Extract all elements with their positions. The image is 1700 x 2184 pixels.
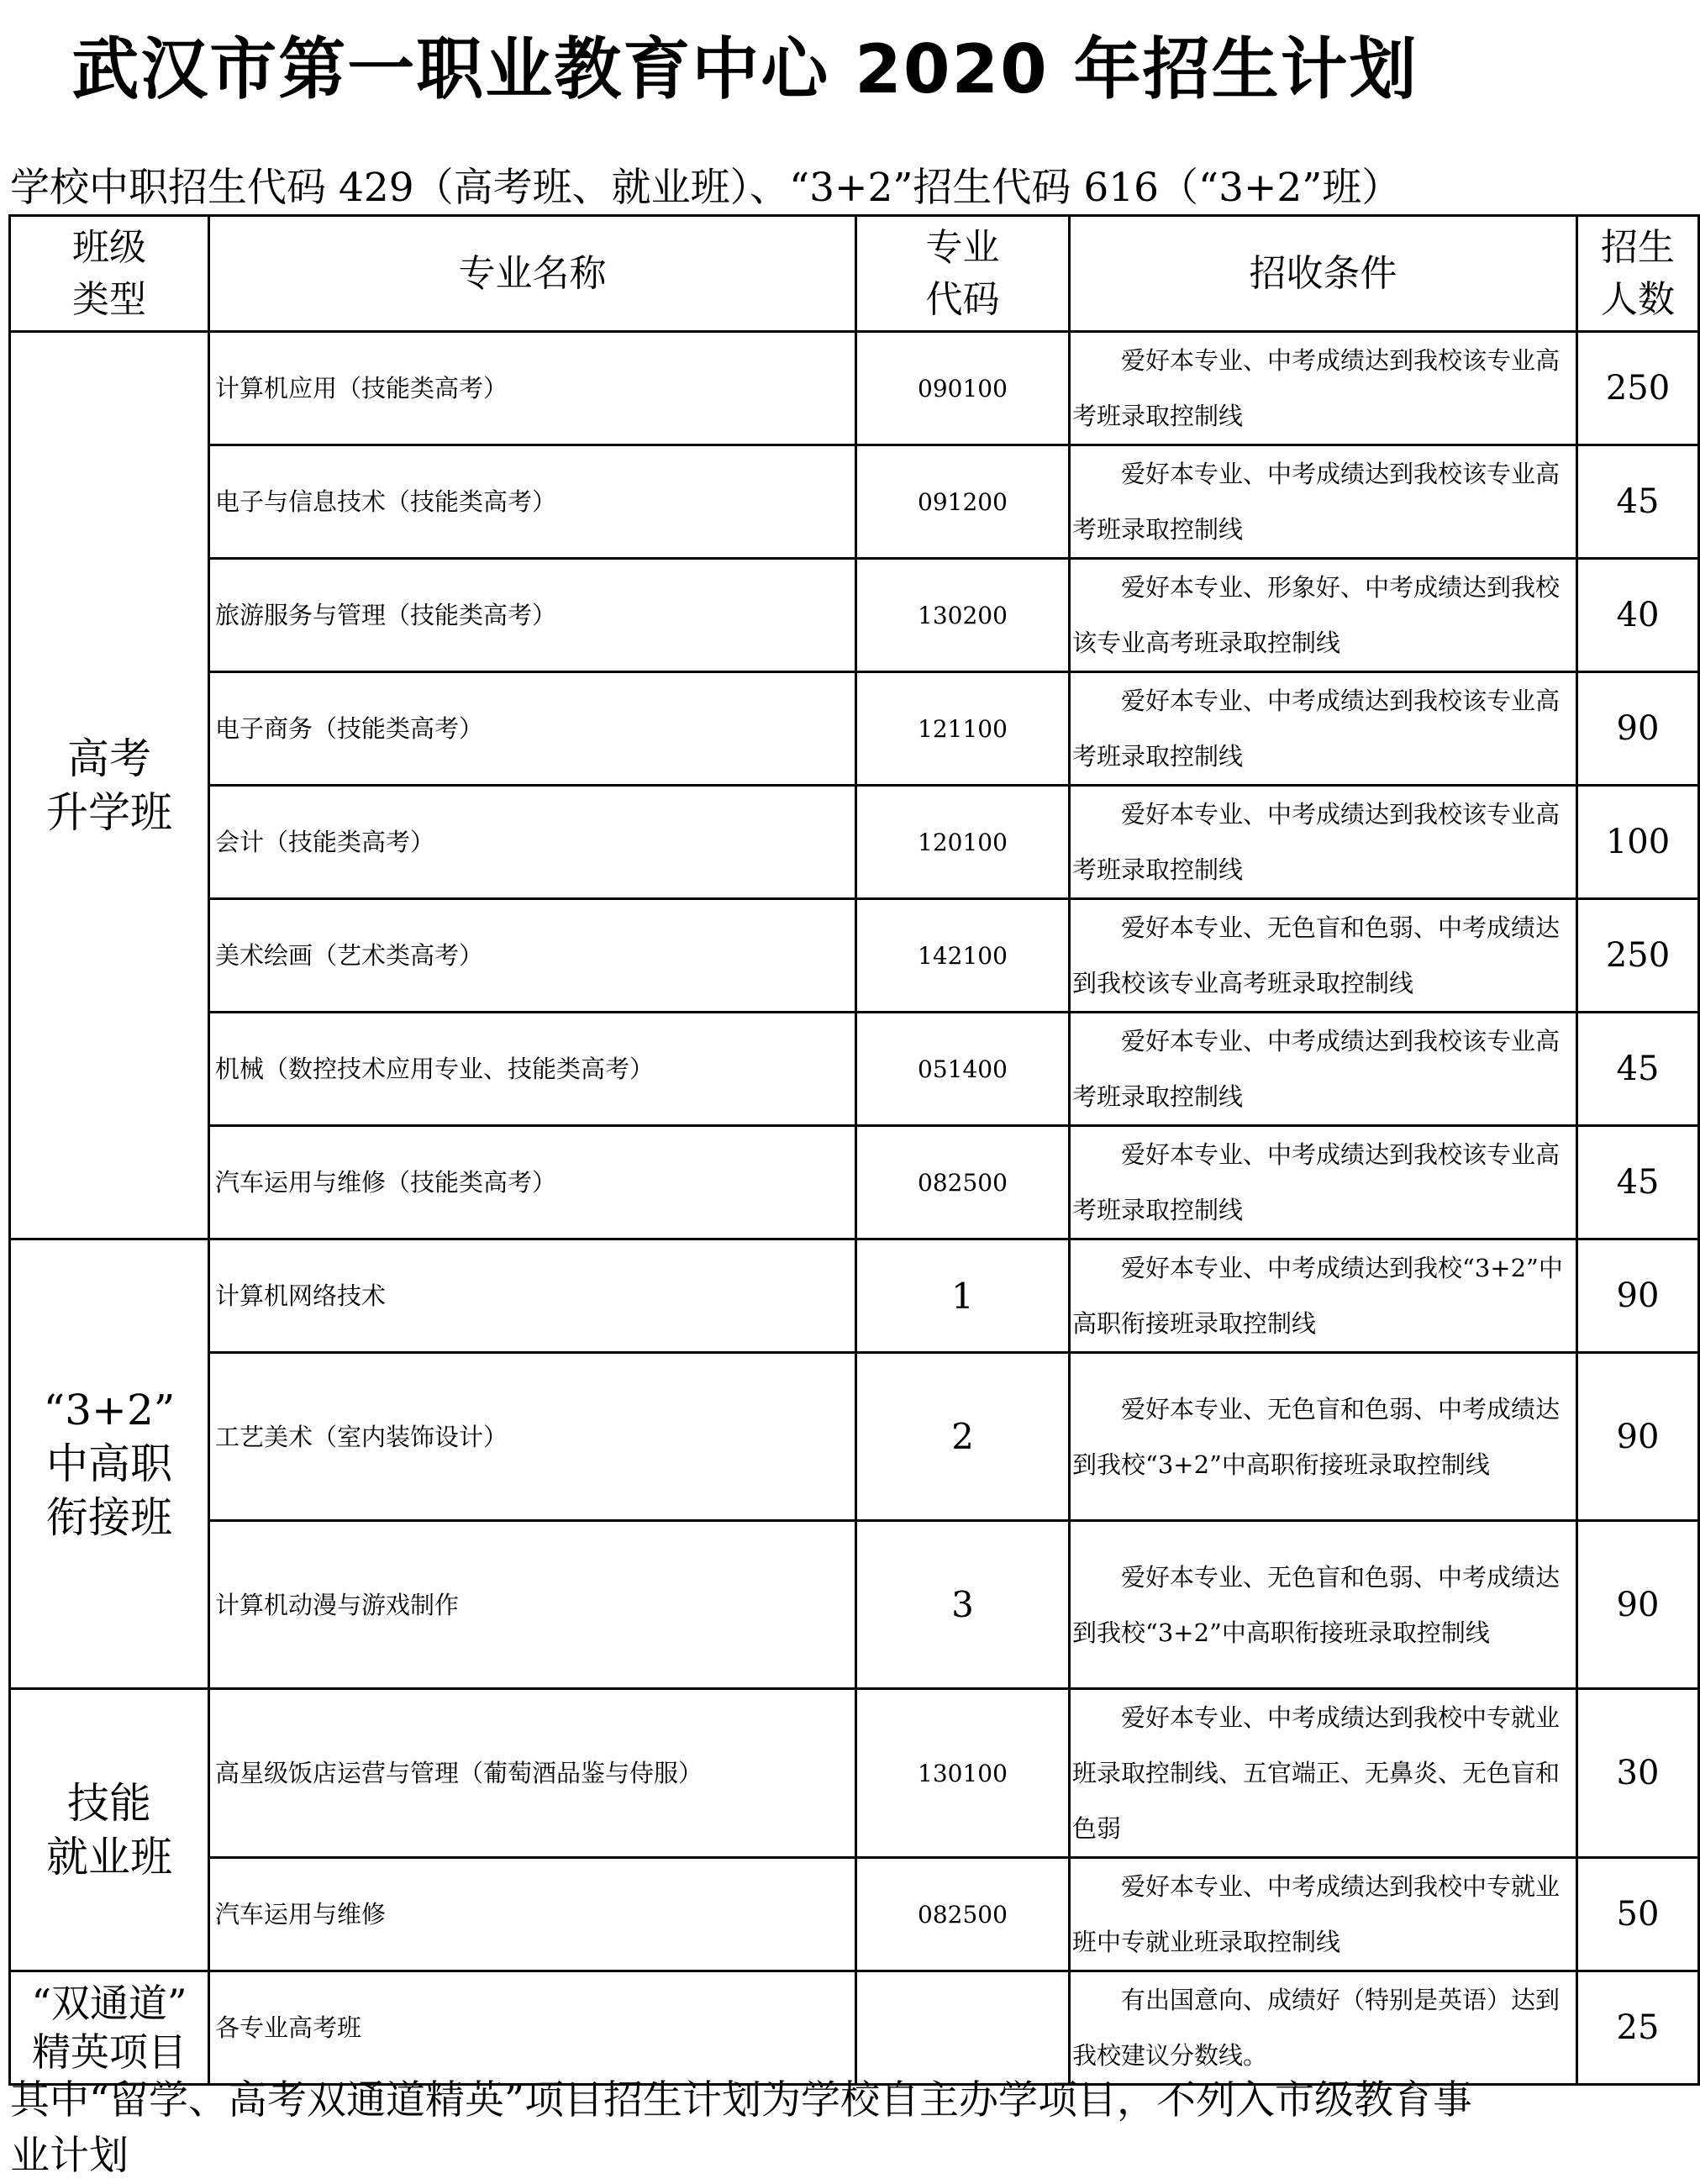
major-name-cell: 计算机动漫与游戏制作 bbox=[209, 1521, 856, 1689]
table-row bbox=[10, 899, 1699, 1013]
admission-conditions-cell bbox=[1070, 559, 1577, 672]
header-line: 招生 bbox=[1601, 225, 1675, 269]
admission-conditions-cell bbox=[1070, 1013, 1577, 1126]
admission-conditions-text: 爱好本专业、中考成绩达到我校该专业高考班录取控制线 bbox=[1072, 1027, 1561, 1111]
page-title: 武汉市第一职业教育中心 2020 年招生计划 bbox=[71, 29, 1418, 108]
admission-conditions-cell bbox=[1070, 1353, 1577, 1521]
enrollment-plan-table bbox=[8, 214, 1700, 2086]
table-row bbox=[10, 559, 1699, 672]
enrollment-count-cell: 30 bbox=[1577, 1689, 1699, 1858]
table-row bbox=[10, 1858, 1699, 1971]
admission-conditions-cell bbox=[1070, 445, 1577, 559]
header-major-code bbox=[856, 216, 1070, 332]
class-type-line: 技能 bbox=[67, 1778, 151, 1828]
admission-conditions-cell bbox=[1070, 1239, 1577, 1353]
enrollment-count-cell: 90 bbox=[1577, 1239, 1699, 1353]
major-name-cell: 计算机应用（技能类高考） bbox=[209, 332, 856, 445]
major-name-cell: 会计（技能类高考） bbox=[209, 786, 856, 899]
table-row bbox=[10, 1353, 1699, 1521]
table-row bbox=[10, 1239, 1699, 1353]
major-code-cell: 121100 bbox=[856, 672, 1070, 786]
table-row bbox=[10, 1521, 1699, 1689]
class-type-line: 衔接班 bbox=[46, 1493, 172, 1542]
footnote: 其中“留学、高考双通道精英”项目招生计划为学校自主办学项目，不列入市级教育事业计划 bbox=[10, 2077, 1473, 2179]
class-type-line: 就业班 bbox=[46, 1832, 172, 1881]
admission-conditions-cell bbox=[1070, 899, 1577, 1013]
major-code-cell: 1 bbox=[856, 1239, 1070, 1353]
class-type-employment bbox=[10, 1689, 209, 1971]
admission-conditions-text: 爱好本专业、中考成绩达到我校该专业高考班录取控制线 bbox=[1072, 800, 1561, 884]
header-line: 专业 bbox=[925, 225, 1000, 269]
enrollment-count-cell: 25 bbox=[1577, 1971, 1699, 2085]
major-code-cell: 082500 bbox=[856, 1126, 1070, 1239]
class-type-line: 精英项目 bbox=[32, 2029, 187, 2075]
admission-conditions-text: 爱好本专业、中考成绩达到我校“3+2”中高职衔接班录取控制线 bbox=[1072, 1254, 1563, 1338]
admission-conditions-cell bbox=[1070, 332, 1577, 445]
enrollment-codes-note: 学校中职招生代码 429（高考班、就业班）、“3+2”招生代码 616（“3+2”班） bbox=[10, 164, 1402, 211]
admission-conditions-cell bbox=[1070, 1858, 1577, 1971]
enrollment-count-cell: 250 bbox=[1577, 899, 1699, 1013]
class-type-line: 高考 bbox=[67, 734, 151, 783]
table-row bbox=[10, 332, 1699, 445]
admission-conditions-text: 爱好本专业、中考成绩达到我校该专业高考班录取控制线 bbox=[1072, 460, 1561, 544]
header-enrollment-count bbox=[1577, 216, 1699, 332]
header-line: 人数 bbox=[1601, 277, 1675, 321]
table-row bbox=[10, 1013, 1699, 1126]
class-type-gaokao bbox=[10, 332, 209, 1239]
admission-conditions-text: 爱好本专业、形象好、中考成绩达到我校该专业高考班录取控制线 bbox=[1072, 573, 1561, 657]
admission-conditions-cell bbox=[1070, 672, 1577, 786]
major-code-cell: 090100 bbox=[856, 332, 1070, 445]
class-type-dual-channel bbox=[10, 1971, 209, 2085]
table-row bbox=[10, 1126, 1699, 1239]
major-name-cell: 电子商务（技能类高考） bbox=[209, 672, 856, 786]
major-name-cell: 汽车运用与维修 bbox=[209, 1858, 856, 1971]
header-line: 班级 bbox=[72, 225, 146, 269]
table-row bbox=[10, 445, 1699, 559]
class-type-line: 中高职 bbox=[46, 1439, 172, 1488]
admission-conditions-text: 爱好本专业、中考成绩达到我校该专业高考班录取控制线 bbox=[1072, 1140, 1561, 1224]
header-line: 类型 bbox=[72, 277, 146, 321]
major-code-cell: 091200 bbox=[856, 445, 1070, 559]
admission-conditions-cell bbox=[1070, 1521, 1577, 1689]
admission-conditions-text: 爱好本专业、无色盲和色弱、中考成绩达到我校该专业高考班录取控制线 bbox=[1072, 913, 1561, 997]
major-code-cell: 130200 bbox=[856, 559, 1070, 672]
enrollment-count-cell: 90 bbox=[1577, 672, 1699, 786]
table-row bbox=[10, 1689, 1699, 1858]
header-major-name: 专业名称 bbox=[209, 216, 856, 332]
header-class-type bbox=[10, 216, 209, 332]
enrollment-count-cell: 90 bbox=[1577, 1521, 1699, 1689]
major-name-cell: 旅游服务与管理（技能类高考） bbox=[209, 559, 856, 672]
admission-conditions-text: 爱好本专业、中考成绩达到我校中专就业班中专就业班录取控制线 bbox=[1072, 1872, 1561, 1956]
admission-conditions-text: 爱好本专业、无色盲和色弱、中考成绩达到我校“3+2”中高职衔接班录取控制线 bbox=[1072, 1562, 1561, 1647]
class-type-3plus2 bbox=[10, 1239, 209, 1689]
enrollment-count-cell: 250 bbox=[1577, 332, 1699, 445]
admission-conditions-text: 爱好本专业、中考成绩达到我校中专就业班录取控制线、五官端正、无鼻炎、无色盲和色弱 bbox=[1072, 1703, 1561, 1843]
major-name-cell: 美术绘画（艺术类高考） bbox=[209, 899, 856, 1013]
class-type-line: “3+2” bbox=[43, 1386, 176, 1434]
major-name-cell: 电子与信息技术（技能类高考） bbox=[209, 445, 856, 559]
enrollment-count-cell: 45 bbox=[1577, 1013, 1699, 1126]
header-line: 代码 bbox=[925, 277, 1000, 321]
major-name-cell: 计算机网络技术 bbox=[209, 1239, 856, 1353]
table-row bbox=[10, 1971, 1699, 2085]
table-header-row bbox=[10, 216, 1699, 332]
enrollment-count-cell: 45 bbox=[1577, 1126, 1699, 1239]
enrollment-count-cell: 100 bbox=[1577, 786, 1699, 899]
major-name-cell: 汽车运用与维修（技能类高考） bbox=[209, 1126, 856, 1239]
admission-conditions-cell bbox=[1070, 1689, 1577, 1858]
header-admission-conditions: 招收条件 bbox=[1070, 216, 1577, 332]
major-code-cell bbox=[856, 1971, 1070, 2085]
major-code-cell: 2 bbox=[856, 1353, 1070, 1521]
major-code-cell: 3 bbox=[856, 1521, 1070, 1689]
major-name-cell: 各专业高考班 bbox=[209, 1971, 856, 2085]
admission-conditions-text: 有出国意向、成绩好（特别是英语）达到我校建议分数线。 bbox=[1072, 1986, 1561, 2070]
major-name-cell: 高星级饭店运营与管理（葡萄酒品鉴与侍服） bbox=[209, 1689, 856, 1858]
major-code-cell: 142100 bbox=[856, 899, 1070, 1013]
admission-conditions-cell bbox=[1070, 1126, 1577, 1239]
class-type-line: 升学班 bbox=[46, 787, 172, 837]
enrollment-count-cell: 50 bbox=[1577, 1858, 1699, 1971]
major-name-cell: 机械（数控技术应用专业、技能类高考） bbox=[209, 1013, 856, 1126]
admission-conditions-cell bbox=[1070, 786, 1577, 899]
major-code-cell: 130100 bbox=[856, 1689, 1070, 1858]
enrollment-count-cell: 90 bbox=[1577, 1353, 1699, 1521]
major-code-cell: 051400 bbox=[856, 1013, 1070, 1126]
major-code-cell: 082500 bbox=[856, 1858, 1070, 1971]
admission-conditions-text: 爱好本专业、中考成绩达到我校该专业高考班录取控制线 bbox=[1072, 346, 1561, 430]
admission-conditions-cell bbox=[1070, 1971, 1577, 2085]
table-row bbox=[10, 672, 1699, 786]
major-name-cell: 工艺美术（室内装饰设计） bbox=[209, 1353, 856, 1521]
enrollment-count-cell: 40 bbox=[1577, 559, 1699, 672]
major-code-cell: 120100 bbox=[856, 786, 1070, 899]
class-type-line: “双通道” bbox=[31, 1981, 187, 2026]
table-row bbox=[10, 786, 1699, 899]
admission-conditions-text: 爱好本专业、中考成绩达到我校该专业高考班录取控制线 bbox=[1072, 687, 1561, 771]
enrollment-count-cell: 45 bbox=[1577, 445, 1699, 559]
admission-conditions-text: 爱好本专业、无色盲和色弱、中考成绩达到我校“3+2”中高职衔接班录取控制线 bbox=[1072, 1394, 1561, 1479]
